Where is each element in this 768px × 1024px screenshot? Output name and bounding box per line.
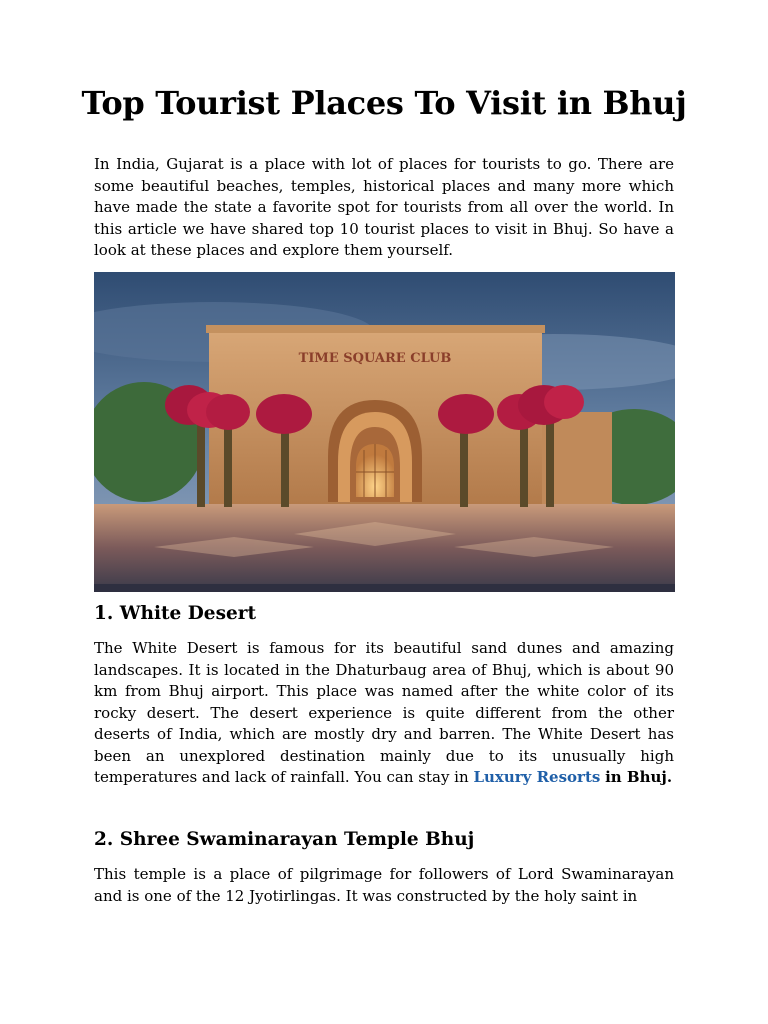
section-heading-swaminarayan-temple: 2. Shree Swaminarayan Temple Bhuj: [94, 829, 475, 850]
section-body-text: The White Desert is famous for its beautiful sand dunes and amazing landscapes. It is located in the Dhaturbaug area of Bhuj, which is about 90 km from Bhuj airport. This place was named after the white color of its rocky desert. The desert experience is quite different from the other deserts of India, which are mostly dry and barren. The White Desert has been an unexplored destination mainly due to its unusually high temperatures and lack of rainfall. You can stay in: [94, 639, 674, 786]
intro-paragraph: In India, Gujarat is a place with lot of places for tourists to go. There are some beautiful beaches, temples, historical places and many more which have made the state a favorite spot for tourists from all over the world. In this article we have shared top 10 tourist places to visit in Bhuj. So have a look at these places and explore them yourself.: [94, 155, 674, 259]
section-heading-white-desert: 1. White Desert: [94, 603, 257, 624]
section-body-white-desert: [94, 638, 674, 789]
hero-image: [94, 272, 675, 592]
document-title: Top Tourist Places To Visit in Bhuj: [81, 84, 687, 122]
section-trailing-text: in Bhuj.: [605, 768, 673, 786]
hero-sign-text: TIME SQUARE CLUB: [298, 351, 452, 366]
luxury-resorts-link[interactable]: Luxury Resorts: [473, 768, 601, 786]
section-body-swaminarayan-temple: This temple is a place of pilgrimage for followers of Lord Swaminarayan and is one of the 12 Jyotirlingas. It was constructed by the holy saint in: [94, 865, 674, 905]
